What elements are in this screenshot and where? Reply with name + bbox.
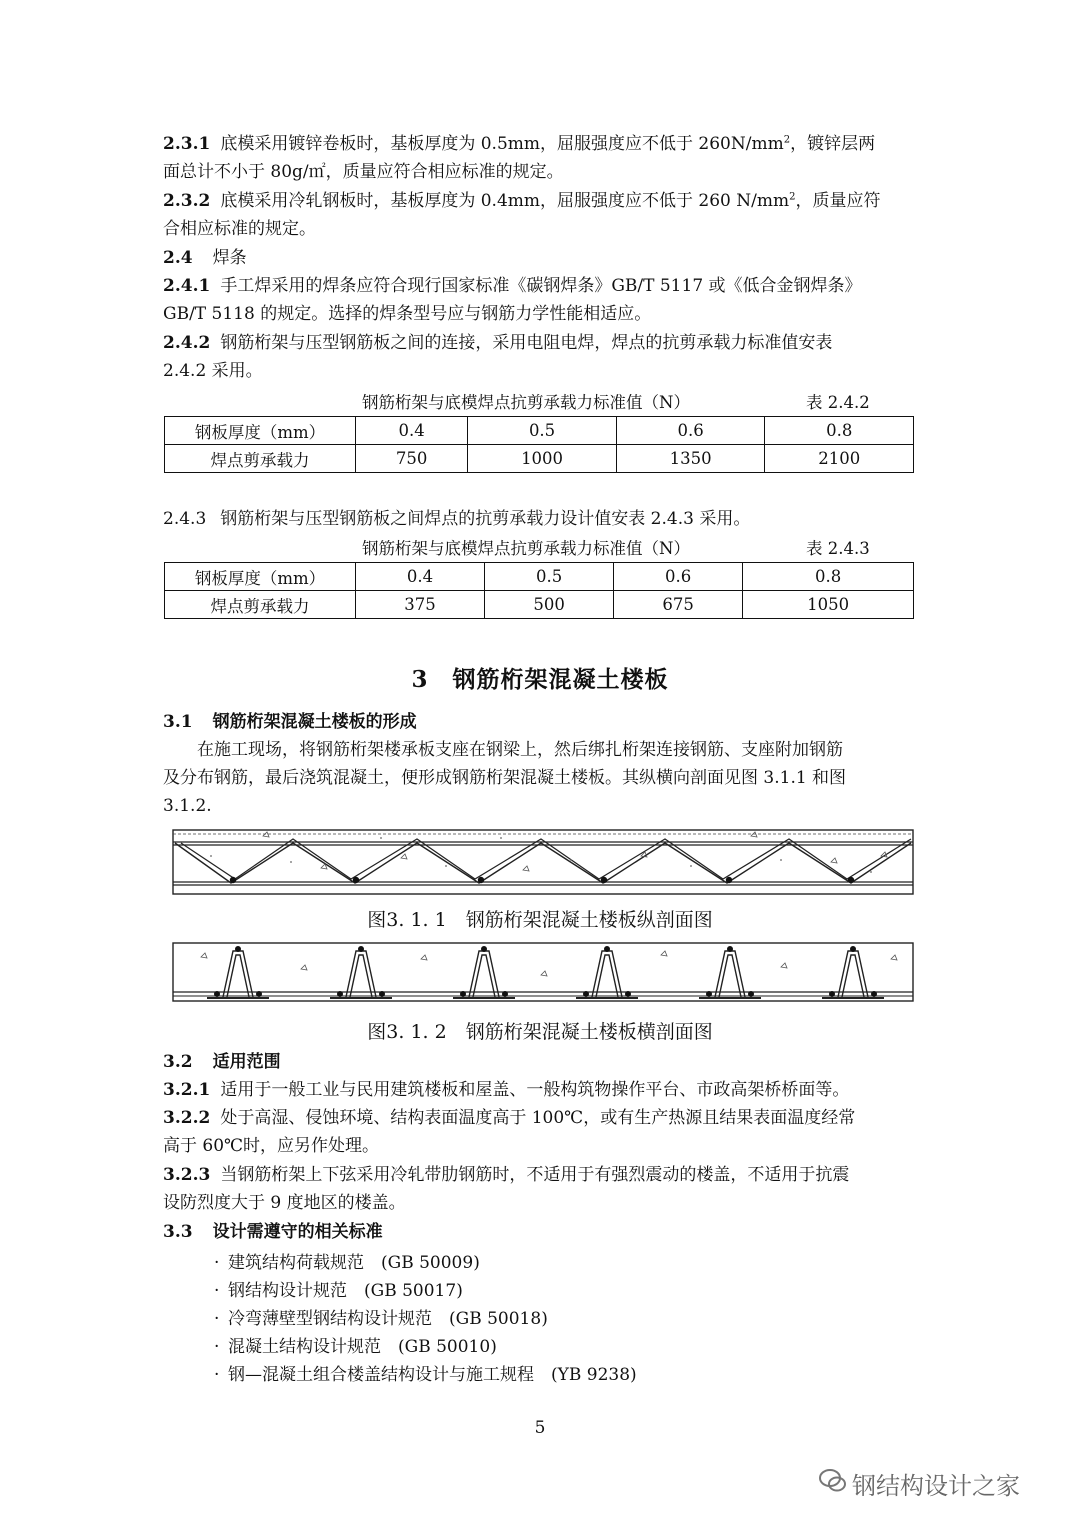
table-cell: 2100 (765, 445, 914, 473)
heading-2-4 (163, 244, 918, 272)
paragraph-text: ，质量应符 (795, 191, 881, 211)
table-cell: 0.8 (765, 417, 914, 445)
heading-3-1 (163, 708, 918, 736)
bullet-icon: · (214, 1337, 220, 1357)
table-cell: 500 (485, 591, 614, 619)
bullet-icon: · (214, 1365, 220, 1385)
superscript: 2 (789, 191, 796, 203)
page-number: 5 (534, 1418, 546, 1438)
paragraph-text: 底模采用镀锌卷板时，基板厚度为 0.5mm，屈服强度应不低于 260N/mm (220, 134, 784, 154)
section-title: 设计需遵守的相关标准 (212, 1222, 383, 1242)
table-cell: 0.6 (614, 563, 743, 591)
wechat-icon (818, 1466, 848, 1496)
table-cell: 1000 (468, 445, 617, 473)
paragraph-text: 设防烈度大于 9 度地区的楼盖。 (163, 1193, 406, 1213)
bullet-icon: · (214, 1253, 220, 1273)
paragraph-text: 在施工现场，将钢筋桁架楼承板支座在钢梁上，然后绑扎桁架连接钢筋、支座附加钢筋 (197, 740, 843, 760)
paragraph-text: 钢筋桁架与压型钢筋板之间的连接，采用电阻电焊，焊点的抗剪承载力标准值安表 (220, 333, 833, 353)
table-cell: 0.4 (356, 563, 485, 591)
paragraph-text: 3.1.2. (163, 796, 212, 816)
list-item-text: 钢结构设计规范 (GB 50017) (228, 1281, 463, 1301)
heading-3-2 (163, 1048, 918, 1076)
figure-longitudinal-section (171, 826, 916, 898)
chapter-title: 3 钢筋桁架混凝土楼板 (411, 666, 669, 693)
section-number: 3.3 (163, 1222, 193, 1242)
table-cell: 0.5 (485, 563, 614, 591)
table-cell: 钢板厚度（mm） (165, 417, 356, 445)
paragraph-2-4-2 (163, 329, 918, 385)
heading-3-3 (163, 1218, 918, 1246)
section-number: 2.4.1 (163, 276, 211, 296)
paragraph-text: 2.4.2 采用。 (163, 361, 263, 381)
watermark-text: 钢结构设计之家 (852, 1472, 1020, 1500)
table-cell: 750 (356, 445, 468, 473)
figure-caption-3-1-2: 图3. 1. 2 钢筋桁架混凝土楼板横剖面图 (367, 1021, 713, 1043)
section-title: 钢筋桁架混凝土楼板的形成 (212, 712, 417, 732)
paragraph-text: 底模采用冷轧钢板时，基板厚度为 0.4mm，屈服强度应不低于 260 N/mm (220, 191, 790, 211)
section-number: 2.3.2 (163, 191, 211, 211)
list-item (214, 1360, 637, 1385)
paragraph-3-2-1 (163, 1076, 918, 1104)
list-item (214, 1332, 497, 1357)
paragraph-text: 钢筋桁架与压型钢筋板之间焊点的抗剪承载力设计值安表 2.4.3 采用。 (220, 509, 751, 529)
section-number: 2.4.2 (163, 333, 211, 353)
table-2-4-2 (164, 416, 914, 473)
table-row (165, 417, 914, 445)
paragraph-text: 合相应标准的规定。 (163, 219, 316, 239)
table-cell: 1350 (616, 445, 765, 473)
section-title: 焊条 (212, 248, 247, 268)
paragraph-text: 手工焊采用的焊条应符合现行国家标准《碳钢焊条》GB/T 5117 或《低合金钢焊条》 (220, 276, 862, 296)
paragraph-text: 面总计不小于 80g/㎡，质量应符合相应标准的规定。 (163, 162, 564, 182)
table-row (165, 445, 914, 473)
table-cell: 0.4 (356, 417, 468, 445)
paragraph-text: 适用于一般工业与民用建筑楼板和屋盖、一般构筑物操作平台、市政高架桥桥面等。 (220, 1080, 850, 1100)
figure-transverse-section (171, 939, 916, 1011)
bullet-icon: · (214, 1309, 220, 1329)
section-number: 2.4 (163, 248, 193, 268)
table-cell: 钢板厚度（mm） (165, 563, 356, 591)
paragraph-text: ，镀锌层两 (790, 134, 876, 154)
paragraph-2-4-1 (163, 272, 918, 328)
figure-caption-3-1-1: 图3. 1. 1 钢筋桁架混凝土楼板纵剖面图 (367, 909, 713, 931)
paragraph-text: 处于高湿、侵蚀环境、结构表面温度高于 100℃，或有生产热源且结果表面温度经常 (220, 1108, 856, 1128)
list-item (214, 1276, 463, 1301)
list-item-text: 钢—混凝土组合楼盖结构设计与施工规程 (YB 9238) (228, 1365, 637, 1385)
table-cell: 焊点剪承载力 (165, 591, 356, 619)
paragraph-2-3-2 (163, 187, 918, 243)
list-item (214, 1248, 480, 1273)
paragraph-2-3-1 (163, 130, 918, 186)
table-row (165, 563, 914, 591)
list-item (214, 1304, 548, 1329)
paragraph-3-2-2 (163, 1104, 918, 1160)
bullet-icon: · (214, 1281, 220, 1301)
section-title: 适用范围 (212, 1052, 281, 1072)
section-number: 3.2.1 (163, 1080, 211, 1100)
table-2-4-3 (164, 562, 914, 619)
paragraph-text: 及分布钢筋，最后浇筑混凝土，便形成钢筋桁架混凝土楼板。其纵横向剖面见图 3.1.1 和图 (163, 768, 847, 788)
table-caption: 钢筋桁架与底模焊点抗剪承载力标准值（N） (362, 393, 690, 412)
table-cell: 0.8 (743, 563, 914, 591)
table-caption: 钢筋桁架与底模焊点抗剪承载力标准值（N） (362, 539, 690, 558)
paragraph-text: 当钢筋桁架上下弦采用冷轧带肋钢筋时，不适用于有强烈震动的楼盖，不适用于抗震 (220, 1165, 850, 1185)
list-item-text: 混凝土结构设计规范 (GB 50010) (228, 1337, 497, 1357)
section-number: 2.3.1 (163, 134, 211, 154)
section-number: 3.1 (163, 712, 193, 732)
table-label: 表 2.4.2 (806, 393, 870, 412)
paragraph-3-1 (163, 736, 918, 820)
paragraph-2-4-3 (163, 505, 918, 533)
table-cell: 675 (614, 591, 743, 619)
table-row (165, 591, 914, 619)
table-cell: 1050 (743, 591, 914, 619)
section-number: 3.2.2 (163, 1108, 211, 1128)
section-number: 3.2.3 (163, 1165, 211, 1185)
table-cell: 375 (356, 591, 485, 619)
table-cell: 0.6 (616, 417, 765, 445)
paragraph-text: GB/T 5118 的规定。选择的焊条型号应与钢筋力学性能相适应。 (163, 304, 652, 324)
table-cell: 0.5 (468, 417, 617, 445)
superscript: 2 (783, 134, 791, 146)
list-item-text: 建筑结构荷载规范 (GB 50009) (228, 1253, 480, 1273)
table-cell: 焊点剪承载力 (165, 445, 356, 473)
paragraph-3-2-3 (163, 1161, 918, 1217)
paragraph-text: 高于 60℃时，应另作处理。 (163, 1136, 380, 1156)
section-number: 3.2 (163, 1052, 193, 1072)
section-number: 2.4.3 (163, 509, 207, 529)
table-label: 表 2.4.3 (806, 539, 870, 558)
list-item-text: 冷弯薄壁型钢结构设计规范 (GB 50018) (228, 1309, 548, 1329)
